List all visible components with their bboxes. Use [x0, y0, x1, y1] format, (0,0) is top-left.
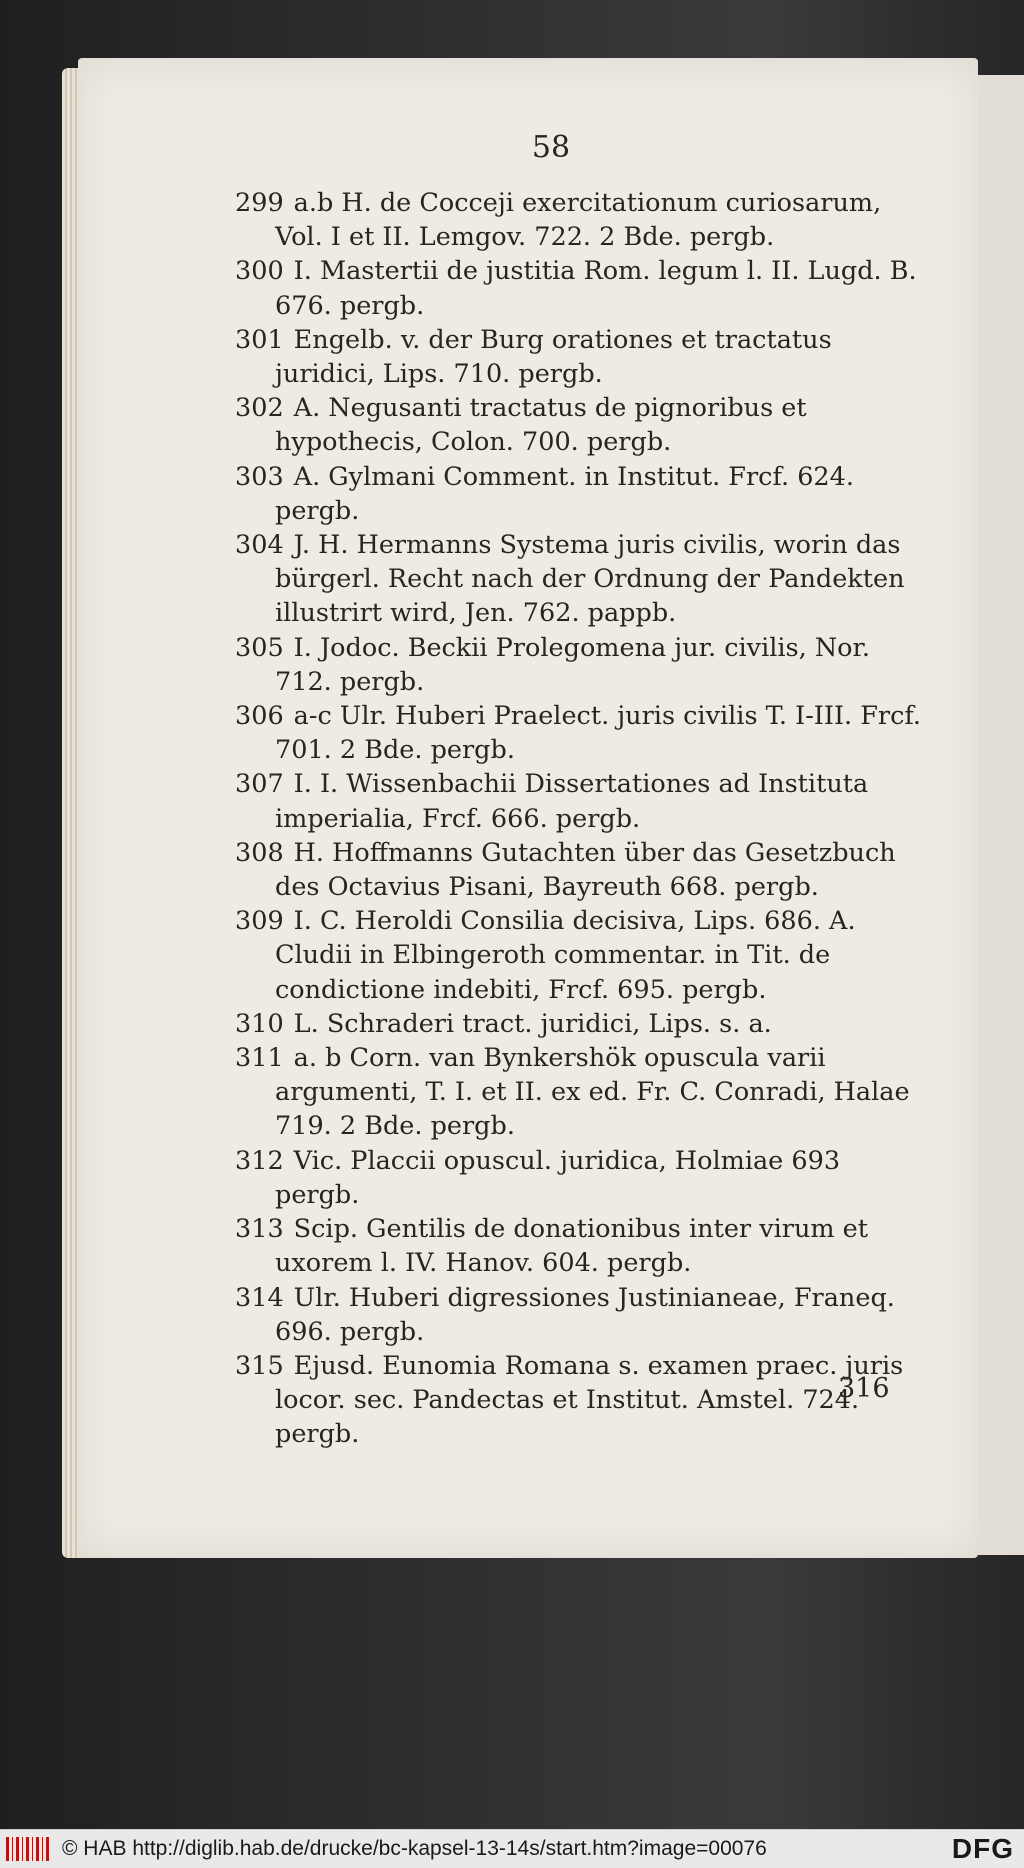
entry-number: 309	[235, 906, 284, 937]
catalog-entry	[235, 186, 925, 254]
catalog-entry	[235, 1349, 925, 1452]
entry-number: 315	[235, 1350, 284, 1381]
entry-text: J. H. Hermanns Systema juris civilis, worin das bürgerl. Recht nach der Ordnung der Pandekten illustrirt wird, Jen. 762. pappb.	[275, 530, 905, 629]
entry-text: A. Gylmani Comment. in Institut. Frcf. 624. pergb.	[275, 461, 854, 526]
entry-text: H. Hoffmanns Gutachten über das Gesetzbuch des Octavius Pisani, Bayreuth 668. pergb.	[275, 837, 896, 903]
entry-text: I. C. Heroldi Consilia decisiva, Lips. 686. A. Cludii in Elbingeroth commentar. in Tit. de condictione indebiti, Frcf. 695. pergb.	[275, 906, 856, 1005]
entry-number: 310	[235, 1008, 284, 1039]
catalog-entry	[235, 1144, 925, 1212]
entry-number: 302	[235, 393, 284, 424]
entry-number: 313	[235, 1214, 284, 1245]
entry-text: Ejusd. Eunomia Romana s. examen praec. juris locor. sec. Pandectas et Institut. Amstel. 724. pergb.	[275, 1350, 904, 1450]
entry-text: I. Jodoc. Beckii Prolegomena jur. civilis, Nor. 712. pergb.	[275, 632, 870, 697]
entry-text: a. b Corn. van Bynkershök opuscula varii argumenti, T. I. et II. ex ed. Fr. C. Conradi, Halae 719. 2 Bde. pergb.	[275, 1043, 910, 1142]
next-page-edge	[975, 75, 1024, 1555]
page-number: 58	[531, 130, 571, 165]
entry-text: L. Schraderi tract. juridici, Lips. s. a.	[293, 1008, 772, 1039]
catalog-entry	[235, 1281, 925, 1349]
catalog-entry	[235, 254, 925, 322]
catalog-entry	[235, 323, 925, 391]
entry-number: 305	[235, 632, 284, 663]
entry-text: A. Negusanti tractatus de pignoribus et hypothecis, Colon. 700. pergb.	[275, 393, 807, 458]
entry-number: 308	[235, 837, 284, 868]
entry-text: Ulr. Huberi digressiones Justinianeae, Franeq. 696. pergb.	[275, 1282, 895, 1347]
entry-text: I. I. Wissenbachii Dissertationes ad Instituta imperialia, Frcf. 666. pergb.	[275, 769, 869, 834]
entry-text: Engelb. v. der Burg orationes et tractatus juridici, Lips. 710. pergb.	[275, 324, 832, 390]
catalog-entries	[235, 186, 925, 1452]
entry-number: 300	[235, 256, 284, 287]
entry-number: 311	[235, 1043, 284, 1074]
catalog-entry	[235, 767, 925, 835]
barcode-icon	[6, 1837, 52, 1861]
copyright-link[interactable]: © HAB http://diglib.hab.de/drucke/bc-kapsel-13-14s/start.htm?image=00076	[62, 1837, 767, 1860]
dfg-logo: DFG	[951, 1833, 1014, 1864]
entry-number: 314	[235, 1282, 284, 1313]
catalog-entry	[235, 1212, 925, 1280]
entry-number: 312	[235, 1145, 284, 1176]
entry-number: 301	[235, 324, 284, 355]
catalog-entry	[235, 1041, 925, 1144]
entry-text: I. Mastertii de justitia Rom. legum l. II. Lugd. B. 676. pergb.	[275, 256, 917, 321]
entry-number: 306	[235, 701, 284, 732]
catalog-entry	[235, 836, 925, 904]
entry-number: 299	[235, 188, 284, 218]
catalog-entry	[235, 528, 925, 631]
entry-text: Scip. Gentilis de donationibus inter virum et uxorem l. IV. Hanov. 604. pergb.	[275, 1214, 869, 1279]
entry-number: 303	[235, 461, 284, 492]
entry-text: Vic. Placcii opuscul. juridica, Holmiae 693 pergb.	[275, 1145, 841, 1210]
entry-number: 304	[235, 530, 284, 561]
entry-number: 307	[235, 769, 284, 800]
catalog-entry	[235, 631, 925, 699]
catalog-entry	[235, 1007, 925, 1041]
entry-text: a.b H. de Cocceji exercitationum curiosarum, Vol. I et II. Lemgov. 722. 2 Bde. pergb.	[275, 188, 882, 253]
catalog-entry	[235, 460, 925, 528]
entry-text: a-c Ulr. Huberi Praelect. juris civilis T. I-III. Frcf. 701. 2 Bde. pergb.	[275, 701, 922, 766]
footer-bar	[0, 1829, 1024, 1868]
catalog-entry	[235, 904, 925, 1007]
catalog-entry	[235, 391, 925, 459]
catchword: 316	[838, 1373, 890, 1404]
catalog-entry	[235, 699, 925, 767]
